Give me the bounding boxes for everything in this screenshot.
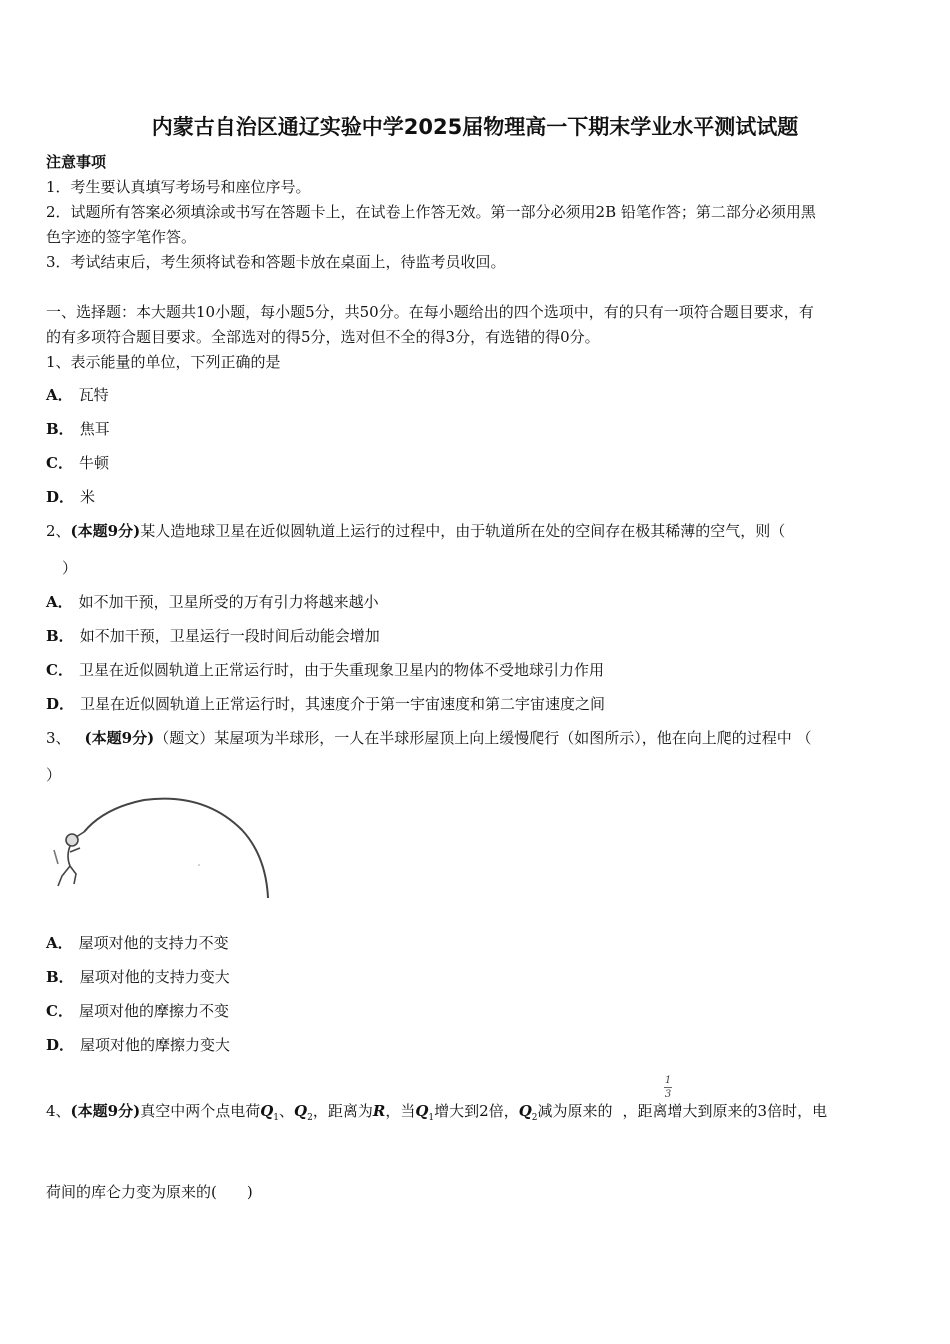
subscript: 2 xyxy=(307,1113,313,1123)
q2-option-d xyxy=(46,694,605,714)
q1-option-a xyxy=(46,385,109,405)
option-text: 屋项对他的摩擦力不变 xyxy=(78,1002,229,1020)
question-text: 真空中两个点电荷 xyxy=(140,1102,261,1120)
option-letter: A． xyxy=(46,934,73,952)
question-number: 4、 xyxy=(46,1102,71,1120)
question-text: （题文）某屋项为半球形，一人在半球形屋顶上向上缓慢爬行（如图所示），他在向上爬的过程中 （ xyxy=(154,729,812,747)
option-text: 焦耳 xyxy=(79,420,110,438)
fraction-one-third xyxy=(662,1075,674,1100)
option-letter: D． xyxy=(46,1036,75,1054)
q3-option-b xyxy=(46,967,230,987)
notice-item: 色字迹的签字笔作答。 xyxy=(46,228,197,246)
option-letter: C． xyxy=(46,454,73,472)
subscript: 1 xyxy=(273,1113,280,1123)
question-text: ，距离增大到原来的3倍时，电 xyxy=(622,1102,828,1120)
option-text: 卫星在近似圆轨道上正常运行时，其速度介于第一宇宙速度和第二宇宙速度之间 xyxy=(80,695,606,713)
question-4-stem xyxy=(46,1101,827,1128)
charge-symbol: Q xyxy=(415,1102,429,1120)
option-text: 如不加干预，卫星所受的万有引力将越来越小 xyxy=(78,593,379,611)
q2-option-c xyxy=(46,660,604,680)
subscript: 2 xyxy=(531,1113,538,1123)
option-text: 米 xyxy=(80,488,96,506)
option-letter: D． xyxy=(46,488,75,506)
option-letter: A． xyxy=(46,386,73,404)
option-text: 屋项对他的支持力变大 xyxy=(79,968,230,986)
option-text: 屋项对他的支持力不变 xyxy=(78,934,229,952)
option-text: 瓦特 xyxy=(78,386,109,404)
charge-symbol: Q xyxy=(260,1102,274,1120)
notice-heading: 注意事项 xyxy=(46,153,107,171)
notice-item: 1．考生要认真填写考场号和座位序号。 xyxy=(46,178,311,196)
charge-symbol: Q xyxy=(518,1102,532,1120)
question-4-continuation: 荷间的库仑力变为原来的( ) xyxy=(46,1183,253,1201)
option-letter: B． xyxy=(46,968,74,986)
q2-option-a xyxy=(46,592,379,612)
climber-figure xyxy=(54,832,84,886)
answer-paren: ） xyxy=(62,559,78,577)
q1-option-d xyxy=(46,487,95,507)
option-text: 卫星在近似圆轨道上正常运行时，由于失重现象卫星内的物体不受地球引力作用 xyxy=(78,661,604,679)
q3-option-a xyxy=(46,933,229,953)
q1-option-c xyxy=(46,453,109,473)
separator: 、 xyxy=(279,1102,295,1120)
question-2-stem xyxy=(46,521,785,541)
option-text: 屋项对他的摩擦力变大 xyxy=(80,1036,231,1054)
subscript: 1 xyxy=(428,1113,435,1123)
question-text: 增大到2倍， xyxy=(434,1102,519,1120)
option-letter: C． xyxy=(46,1002,73,1020)
dome-climber-figure xyxy=(44,790,276,920)
question-text: 减为原来的 xyxy=(537,1102,613,1120)
section-intro: 一、选择题：本大题共10小题，每小题5分，共50分。在每小题给出的四个选项中，有的只有一项符合题目要求，有 xyxy=(46,303,814,321)
option-letter: B． xyxy=(46,420,74,438)
fraction-numerator: 1 xyxy=(664,1075,672,1086)
question-number: 2、 xyxy=(46,522,71,540)
question-text: 某人造地球卫星在近似圆轨道上运行的过程中，由于轨道所在处的空间存在极其稀薄的空气，则（ xyxy=(140,522,786,540)
q3-option-c xyxy=(46,1001,229,1021)
charge-symbol: Q xyxy=(294,1102,308,1120)
option-text: 如不加干预，卫星运行一段时间后动能会增加 xyxy=(79,627,380,645)
answer-paren: ） xyxy=(46,766,62,784)
question-3-stem xyxy=(46,728,811,748)
score-label: (本题9分) xyxy=(84,729,155,747)
notice-item: 3．考试结束后，考生须将试卷和答题卡放在桌面上，待监考员收回。 xyxy=(46,253,506,271)
section-intro: 的有多项符合题目要求。全部选对的得5分，选对但不全的得3分，有选错的得0分。 xyxy=(46,328,600,346)
option-letter: B． xyxy=(46,627,74,645)
option-letter: C． xyxy=(46,661,73,679)
option-text: 牛顿 xyxy=(78,454,109,472)
q1-option-b xyxy=(46,419,110,439)
question-number: 3、 xyxy=(46,729,71,747)
question-text: ，当 xyxy=(385,1102,416,1120)
distance-symbol: R xyxy=(372,1102,386,1120)
question-1-stem: 1、表示能量的单位，下列正确的是 xyxy=(46,353,281,371)
q2-option-b xyxy=(46,626,380,646)
dome-center-dot xyxy=(198,864,200,866)
score-label: (本题9分) xyxy=(70,1102,141,1120)
score-label: (本题9分) xyxy=(70,522,141,540)
fraction-denominator: 3 xyxy=(664,1089,672,1100)
dome-arc xyxy=(84,799,268,898)
option-letter: A． xyxy=(46,593,73,611)
page-title: 内蒙古自治区通辽实验中学2025届物理高一下期末学业水平测试试题 xyxy=(151,115,799,139)
notice-item: 2．试题所有答案必须填涂或书写在答题卡上，在试卷上作答无效。第一部分必须用2B 铅笔作答；第二部分必须用黑 xyxy=(46,203,816,221)
option-letter: D． xyxy=(46,695,75,713)
question-text: ，距离为 xyxy=(312,1102,373,1120)
q3-option-d xyxy=(46,1035,230,1055)
